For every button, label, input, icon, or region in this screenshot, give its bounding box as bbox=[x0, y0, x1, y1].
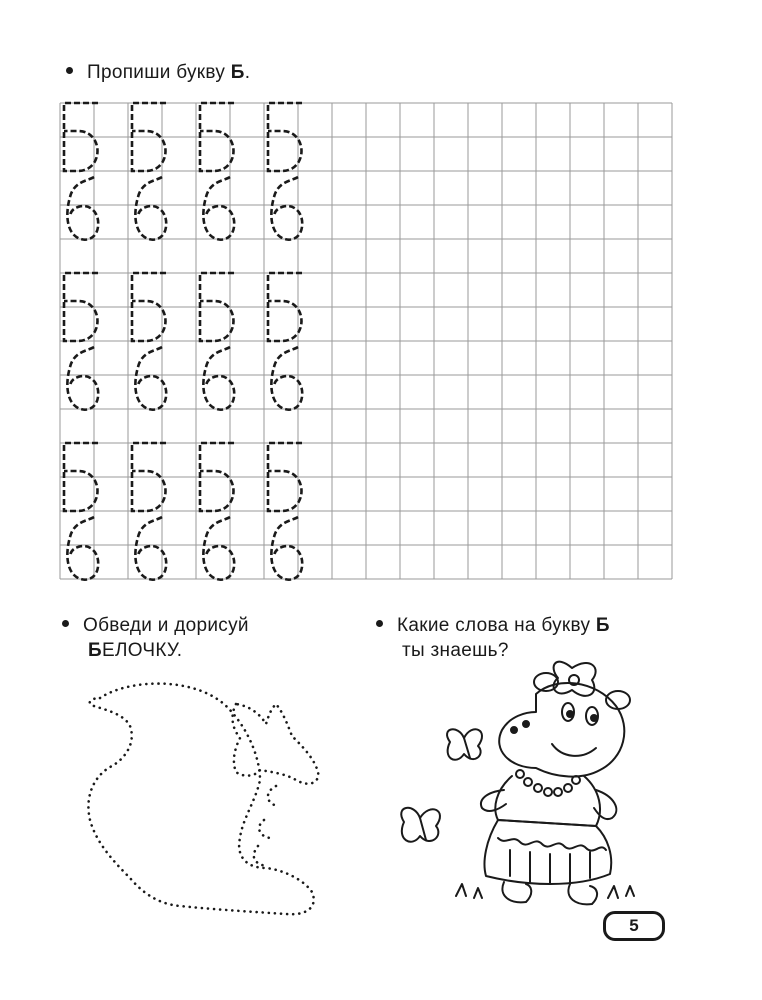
dress-top bbox=[495, 776, 600, 826]
butterfly-icon bbox=[447, 729, 482, 759]
squirrel-head-outline bbox=[233, 704, 319, 784]
bullet-icon bbox=[62, 620, 69, 627]
dress-skirt bbox=[485, 820, 612, 884]
page-number-badge: 5 bbox=[603, 911, 665, 941]
squirrel-tail-outline bbox=[88, 684, 313, 915]
task-1-instruction: Пропиши букву Б. bbox=[66, 60, 250, 85]
squirrel-dotted-outline[interactable] bbox=[60, 670, 340, 930]
bullet-icon bbox=[376, 620, 383, 627]
squirrel-paws-outline bbox=[254, 786, 278, 866]
bow-icon bbox=[554, 662, 596, 696]
butterfly-icon bbox=[401, 808, 440, 842]
hippo-girl-illustration bbox=[386, 650, 646, 910]
task-2-instruction: Обведи и дорисуй БЕЛОЧКУ. bbox=[62, 613, 249, 663]
task-3-instruction: Какие слова на букву Б ты знаешь? bbox=[376, 613, 610, 663]
